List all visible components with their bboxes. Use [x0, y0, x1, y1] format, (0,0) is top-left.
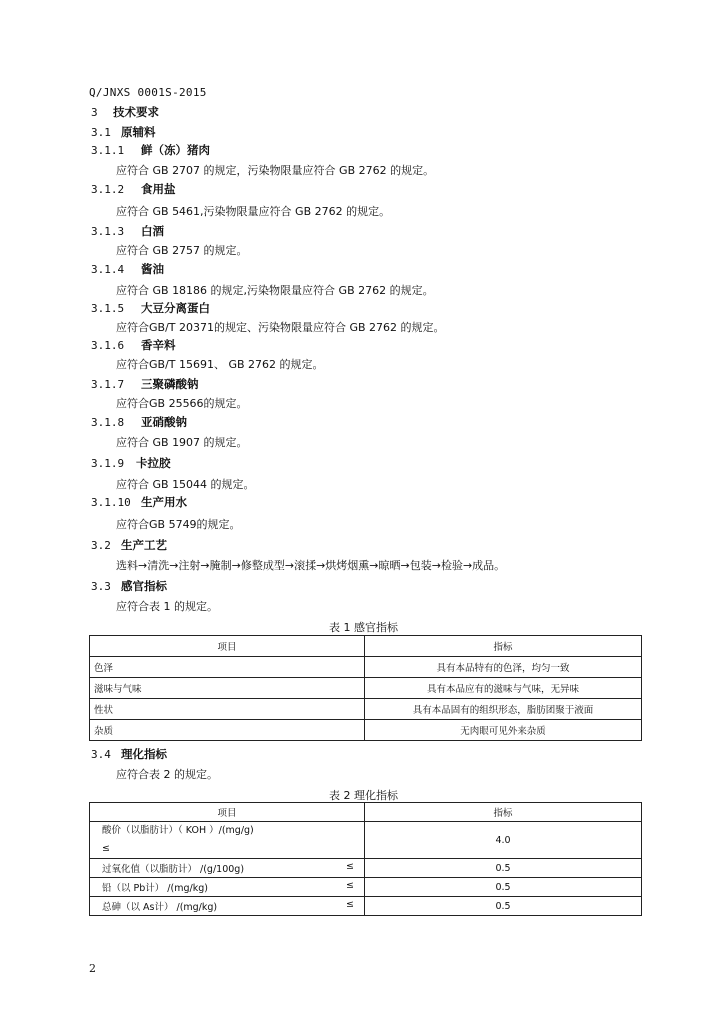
subsection-text: 应符合 GB 2707 的规定，污染物限量应符合 GB 2762 的规定。 — [116, 164, 435, 177]
table-cell — [90, 897, 365, 916]
section-3-2-heading — [91, 537, 167, 553]
subsection-heading — [91, 376, 199, 392]
table-header-cell: 指标 — [365, 636, 642, 657]
section-text: 应符合表 1 的规定。 — [116, 600, 218, 613]
page-number: 2 — [89, 962, 96, 975]
table-header-cell: 项目 — [90, 803, 365, 822]
table-cell — [90, 859, 365, 878]
section-title: 技术要求 — [113, 105, 159, 119]
section-title: 感官指标 — [121, 579, 167, 593]
subsection-number: 3.1.9 — [91, 457, 125, 470]
subsection-heading — [91, 181, 176, 197]
subsection-heading — [91, 455, 171, 471]
subsection-heading — [91, 223, 164, 239]
subsection-number: 3.1.8 — [91, 416, 125, 429]
item-label: 总砷（以 As计） /(mg/kg) — [102, 902, 218, 913]
subsection-heading — [91, 337, 176, 353]
leq-symbol: ≤ — [346, 880, 354, 891]
table-row — [90, 699, 642, 720]
section-number: 3.1 — [91, 126, 111, 139]
subsection-title: 鲜（冻）猪肉 — [141, 143, 210, 157]
section-3-heading — [91, 104, 159, 120]
item-label: 过氧化值（以脂肪计） /(g/100g) — [102, 864, 245, 875]
subsection-heading — [91, 494, 187, 510]
subsection-heading — [91, 300, 210, 316]
table-cell — [90, 822, 365, 859]
table-row — [90, 678, 642, 699]
section-title: 原辅料 — [121, 125, 156, 139]
subsection-number: 3.1.3 — [91, 225, 125, 238]
leq-symbol: ≤ — [102, 843, 110, 854]
subsection-title: 酱油 — [141, 262, 164, 276]
table-cell: 滋味与气味 — [90, 678, 365, 699]
table-2-caption: 表 2 理化指标 — [329, 789, 398, 802]
subsection-text: 应符合 GB 15044 的规定。 — [116, 478, 255, 491]
section-number: 3 — [91, 106, 98, 119]
subsection-text: 应符合GB 5749的规定。 — [116, 518, 241, 531]
subsection-heading — [91, 414, 187, 430]
subsection-heading — [91, 261, 164, 277]
subsection-text: 应符合 GB 5461,污染物限量应符合 GB 2762 的规定。 — [116, 205, 391, 218]
subsection-heading — [91, 142, 210, 158]
table-cell: 具有本品应有的滋味与气味，无异味 — [365, 678, 642, 699]
subsection-title: 亚硝酸钠 — [141, 415, 187, 429]
table-header-cell: 项目 — [90, 636, 365, 657]
process-flow-text: 选料→清洗→注射→腌制→修整成型→滚揉→烘烤烟熏→晾晒→包装→检验→成品。 — [116, 559, 506, 572]
table-row — [90, 720, 642, 741]
subsection-number: 3.1.6 — [91, 339, 125, 352]
table-header-cell: 指标 — [365, 803, 642, 822]
subsection-title: 卡拉胶 — [136, 456, 171, 470]
table-header-row — [90, 636, 642, 657]
physicochemical-table — [89, 802, 642, 916]
section-title: 理化指标 — [121, 747, 167, 761]
table-row — [90, 657, 642, 678]
subsection-title: 香辛料 — [141, 338, 176, 352]
subsection-text: 应符合 GB 18186 的规定,污染物限量应符合 GB 2762 的规定。 — [116, 284, 434, 297]
subsection-title: 食用盐 — [141, 182, 176, 196]
subsection-number: 3.1.2 — [91, 183, 125, 196]
subsection-text: 应符合 GB 1907 的规定。 — [116, 436, 248, 449]
subsection-title: 生产用水 — [141, 495, 187, 509]
subsection-number: 3.1.1 — [91, 144, 125, 157]
table-cell: 具有本品特有的色泽，均匀一致 — [365, 657, 642, 678]
subsection-number: 3.1.5 — [91, 302, 125, 315]
subsection-text: 应符合GB/T 20371的规定、污染物限量应符合 GB 2762 的规定。 — [116, 321, 445, 334]
table-header-row — [90, 803, 642, 822]
section-3-4-heading — [91, 746, 167, 762]
table-row — [90, 822, 642, 859]
section-title: 生产工艺 — [121, 538, 167, 552]
subsection-number: 3.1.4 — [91, 263, 125, 276]
leq-symbol: ≤ — [346, 861, 354, 872]
item-label: 铅（以 Pb计） /(mg/kg) — [102, 883, 208, 894]
table-cell — [90, 878, 365, 897]
subsection-number: 3.1.7 — [91, 378, 125, 391]
table-row — [90, 897, 642, 916]
table-cell: 0.5 — [365, 859, 642, 878]
section-text: 应符合表 2 的规定。 — [116, 768, 218, 781]
document-id: Q/JNXS 0001S-2015 — [89, 86, 207, 99]
section-number: 3.4 — [91, 748, 111, 761]
sensory-table — [89, 635, 642, 741]
table-cell: 性状 — [90, 699, 365, 720]
subsection-title: 白酒 — [141, 224, 164, 238]
table-row — [90, 878, 642, 897]
table-cell: 4.0 — [365, 822, 642, 859]
section-number: 3.2 — [91, 539, 111, 552]
table-cell: 无肉眼可见外来杂质 — [365, 720, 642, 741]
table-cell: 具有本品固有的组织形态，脂肪团聚于液面 — [365, 699, 642, 720]
section-3-3-heading — [91, 578, 167, 594]
section-number: 3.3 — [91, 580, 111, 593]
table-1-caption: 表 1 感官指标 — [329, 621, 398, 634]
item-label: 酸价（以脂肪计）（ KOH ）/(mg/g) — [102, 825, 254, 836]
subsection-text: 应符合GB 25566的规定。 — [116, 397, 248, 410]
table-cell: 色泽 — [90, 657, 365, 678]
table-cell: 0.5 — [365, 878, 642, 897]
subsection-text: 应符合 GB 2757 的规定。 — [116, 244, 248, 257]
section-3-1-heading — [91, 124, 156, 140]
subsection-title: 三聚磷酸钠 — [141, 377, 199, 391]
subsection-title: 大豆分离蛋白 — [141, 301, 210, 315]
table-cell: 杂质 — [90, 720, 365, 741]
table-row — [90, 859, 642, 878]
leq-symbol: ≤ — [346, 899, 354, 910]
table-cell: 0.5 — [365, 897, 642, 916]
subsection-text: 应符合GB/T 15691、 GB 2762 的规定。 — [116, 358, 324, 371]
subsection-number: 3.1.10 — [91, 496, 131, 509]
